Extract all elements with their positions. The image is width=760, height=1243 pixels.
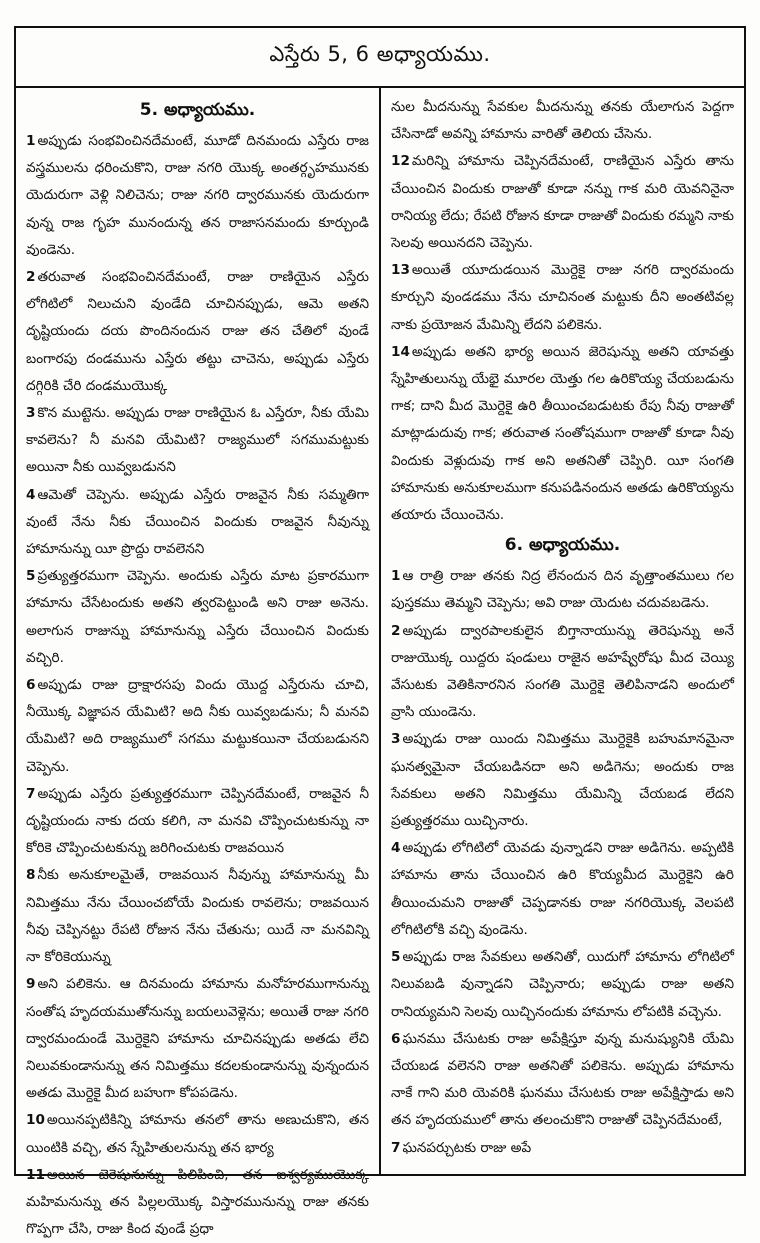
verse-number: 6 — [26, 677, 36, 694]
verse-text: అప్పుడు ఎస్తేరు ప్రత్యుత్తరముగా చెప్పినదేమంటే, రాజవైన నీ దృష్టియందు నాకు దయ కలిగి, నా మనవి చొప్పించుటకున్ను నా కోరికె చొప్పించుటకున్ను జరిగించుటకు రాజవయిన — [26, 785, 369, 857]
verse-number: 5 — [391, 949, 401, 966]
verse-number: 4 — [391, 840, 401, 857]
verse-number: 3 — [26, 405, 36, 422]
verse-paragraph — [391, 944, 734, 1026]
verse-number: 14 — [391, 343, 410, 360]
verse-number: 10 — [26, 1112, 45, 1129]
text-columns — [16, 88, 744, 1238]
verse-text: అయితే యూదుడయిన మొర్దెకై రాజు నగరి ద్వారమందు కూర్చుని వుండడము నేను చూచినంత మట్టుకు దీని అంతటివల్ల నాకు ప్రయోజన మేమిన్ని లేదని పలికెను. — [391, 262, 734, 333]
verse-number: 1 — [26, 133, 36, 149]
verse-number: 7 — [26, 785, 36, 802]
verse-number: 1 — [391, 568, 401, 585]
verse-text: అప్పుడు రాజు ద్రాక్షారసపు విందు యొద్ద ఎస్తేరును చూచి, నీయొక్క విజ్ఞాపన యేమిటి? అది నీకు యివ్వబడును; నీ మనవి యేమిటి? అది రాజ్యములో సగము మట్టుకయినా చేయబడునని చెప్పెను. — [26, 677, 369, 775]
left-column — [16, 88, 379, 1238]
page-frame — [14, 26, 746, 1238]
verse-paragraph — [391, 835, 734, 944]
verse-number: 5 — [26, 568, 36, 585]
verse-paragraph — [26, 862, 369, 971]
verse-paragraph — [391, 94, 734, 148]
verse-paragraph — [391, 148, 734, 257]
verse-number: 9 — [26, 976, 36, 993]
right-column — [379, 88, 744, 1176]
verse-paragraph — [26, 781, 369, 863]
right-verses-continued — [391, 94, 734, 529]
verse-text: అప్పుడు లోగిటిలో యెవడు వున్నాడని రాజు అడిగెను. అప్పటికి హామాను తాను చేయించిన ఉరి కొయ్యమీద మొర్దెకైని ఉరి తీయించుమని రాజుతో చెప్పడానకు రాజు నగరియొక్క వెలపటి లోగిటిలోకి వచ్చి వుండెను. — [391, 840, 734, 938]
verse-text: ఘనపర్చుటకు రాజు అపే — [402, 1139, 532, 1156]
verse-number: 8 — [26, 867, 36, 884]
verse-number: 7 — [391, 1139, 401, 1156]
verse-number: 6 — [391, 1030, 401, 1047]
verse-number: 2 — [391, 622, 401, 639]
verse-paragraph — [26, 672, 369, 781]
verse-text: అయినప్పటికిన్ని హామాను తనలో తాను అణుచుకొని, తన యింటికి వచ్చి, తన స్నేహితులనున్ను తన భార్య — [26, 1112, 369, 1156]
page-title: ఎస్తేరు 5, 6 అధ్యాయము. — [16, 28, 744, 88]
verse-paragraph — [26, 400, 369, 482]
verse-paragraph — [26, 128, 369, 264]
left-verses — [26, 128, 369, 1243]
verse-paragraph — [26, 971, 369, 1107]
chapter-heading: 6. అధ్యాయము. — [504, 535, 621, 556]
verse-text: నీకు అనుకూలమైతే, రాజవయిన నీవున్ను హామానున్ను మీ నిమిత్తము నేను చేయించబోయే విందుకు రావలెను; రాజవయిన నీవు చెప్పినట్టు రేపటి రోజున నేను చేతును; యిదే నా మనవిన్ని నా కోరికెయున్ను — [26, 867, 369, 966]
verse-number: 2 — [26, 269, 36, 286]
verse-paragraph — [391, 726, 734, 835]
verse-paragraph — [391, 563, 734, 617]
verse-text: అని పలికెను. ఆ దినమందు హామాను మనోహరముగానున్ను సంతోష హృదయముతోనున్ను బయలువెళ్లెను; అయితే రాజు నగరి ద్వారమందుండే మొర్దెకైని హామాను చూచినప్పుడు అతడు లేచి నిలువకుండానున్ను తన నిమిత్తము కదలకుండానున్ను వున్నందున అతడు మొర్దెకై మీద బహుగా కోపపడెను. — [26, 976, 369, 1102]
verse-text: నుల మీదనున్ను సేవకుల మీదనున్ను తనకు యేలాగున పెద్దగా చేసినాడో అవన్ని హామాను వారితో తెలియ చేసెను. — [391, 99, 734, 143]
verse-number: 3 — [391, 731, 401, 748]
verse-paragraph — [391, 339, 734, 529]
verse-text: అప్పుడు రాజ సేవకులు అతనితో, యిదుగో హామాను లోగిటిలో నిలువబడి వున్నాడని చెప్పినారు; అప్పుడు రాజు అతని రానియ్యమని సెలవు యిచ్చినందుకు హామాను లోపటికి వచ్చెను. — [391, 949, 734, 1020]
verse-number: 12 — [391, 153, 410, 170]
chapter-heading: 5. అధ్యాయము. — [139, 100, 256, 120]
verse-paragraph — [391, 257, 734, 339]
verse-number: 11 — [26, 1166, 45, 1183]
verse-paragraph — [26, 1162, 369, 1243]
verse-text: ఘనము చేసుటకు రాజు అపేక్షిస్తూ వున్న మనుష్యునికి యేమి చేయబడ వలెనని రాజు అతనితో పలికెను. అప్పుడు హామాను నాకే గాని మరి యెవరికి ఘనము చేసుటకు రాజు అపేక్షిస్తాడు అని తన హృదయములో తాను తలంచుకొని రాజుతో చెప్పినదేమంటే, — [391, 1030, 734, 1129]
verse-number: 4 — [26, 486, 36, 503]
verse-text: తరువాత సంభవించినదేమంటే, రాజు రాణియైన ఎస్తేరు లోగిటిలో నిలుచుని వుండేది చూచినప్పుడు, ఆమె అతని దృష్టియందు దయ పొందినందున రాజు తన చేతిలో వుండే బంగారపు దండమును ఎస్తేరు తట్టు చాచెను, అప్పుడు ఎస్తేరు దగ్గిరికి చేరి దండముయొక్క — [26, 269, 369, 394]
verse-text: ఆమెతో చెప్పెను. అప్పుడు ఎస్తేరు రాజవైన నీకు సమ్మతిగా వుంటే నేను నీకు చేయించిన విందుకు రాజవైన నీవున్ను హామానున్ను యీ ప్రొద్దు రావలెనని — [26, 486, 369, 558]
verse-paragraph — [26, 563, 369, 672]
verse-text: అప్పుడు ద్వారపాలకులైన బిగ్తానాయున్ను తెరెషున్ను అనే రాజుయొక్క యిద్దరు షండులు రాజైన అహష్వేరోషు మీద చెయ్యి వేసుటకు వెతికినారనిన సంగతి మొర్దెకై తెలిపినాడని అందులో వ్రాసి యుండెను. — [391, 622, 734, 721]
verse-paragraph — [26, 264, 369, 400]
verse-paragraph — [391, 1135, 734, 1162]
verse-paragraph — [26, 482, 369, 564]
verse-text: అప్పుడు రాజు యిందు నిమిత్తము మొర్దెకైకి బహుమానమైనా ఘనత్వమైనా చేయబడినదా అని అడిగెను; అందుకు రాజ సేవకులు అతని నిమిత్తము యేమిన్ని చేయబడ లేదని ప్రత్యుత్తరము యిచ్చినారు. — [391, 731, 734, 830]
verse-text: కొన ముట్టెను. అప్పుడు రాజు రాణియైన ఓ ఎస్తేరూ, నీకు యేమి కావలెను? నీ మనవి యేమిటి? రాజ్యములో సగముమట్టుకు అయినా నీకు యివ్వబడునని — [26, 405, 369, 476]
verse-text: అయిన జెరెషునున్ను పిలిపించి, తన ఐశ్వర్యముయొక్క మహిమనున్ను తన పిల్లలయొక్క విస్తారమునున్ను రాజు తనకు గొప్పగా చేసి, రాజు కింద వుండే ప్రధా — [26, 1166, 369, 1238]
verse-paragraph — [391, 618, 734, 727]
verse-text: ఆ రాత్రి రాజు తనకు నిద్ర లేనందున దిన వృత్తాంతములు గల పుస్తకము తెమ్మని చెప్పెను; అవి రాజు యెదుట చదువబడెను. — [391, 568, 734, 612]
verse-paragraph — [26, 1107, 369, 1161]
verse-text: ప్రత్యుత్తరముగా చెప్పెను. అందుకు ఎస్తేరు మాట ప్రకారముగా హామాను చేసేటందుకు అతని త్వరపెట్టుండి అని రాజు అనెను. అలాగున రాజున్ను హామానున్ను ఎస్తేరు చేయించిన విందుకు వచ్చిరి. — [26, 568, 369, 666]
verse-text: అప్పుడు అతని భార్య అయిన జెరెషున్ను అతని యావత్తు స్నేహితులున్ను యేభై మూరల యెత్తు గల ఉరికొయ్య చేయబడును గాక; దాని మీద మొర్దెకై ఉరి తీయించబడుటకు రేపు నీవు రాజుతో మాట్లాడుదువు గాక; తరువాత సంతోషముగా రాజుతో కూడా నీవు విందుకు వెళ్లుదువు గాక అని అతనితో చెప్పిరి. యీ సంగతి హామానుకు అనుకూలముగా కనుపడినందున అతడు ఉరికొయ్యను తయారు చేయించెను. — [391, 343, 734, 524]
verse-text: మరిన్ని హామాను చెప్పినదేమంటే, రాణియైన ఎస్తేరు తాను చేయించిన విందుకు రాజుతో కూడా నన్ను గాక మరి యెవనినైనా రానియ్య లేదు; రేపటి రోజున కూడా రాజుతో విందుకు రమ్మని నాకు సెలవు అయినదని చెప్పెను. — [391, 153, 734, 252]
verse-paragraph — [391, 1026, 734, 1135]
verse-number: 13 — [391, 262, 410, 279]
right-verses — [391, 563, 734, 1161]
verse-text: అప్పుడు సంభవించినదేమంటే, మూడో దినమందు ఎస్తేరు రాజ వస్త్రములను ధరించుకొని, రాజు నగరి యొక్క అంతర్గృహమునకు యెదురుగా వెళ్లి నిలిచెను; రాజు నగరి ద్వారమునకు యెదురుగా వున్న రాజ గృహ మునందున్న తన రాజాసనమందు కూర్చుండి వుండెను. — [26, 133, 369, 258]
